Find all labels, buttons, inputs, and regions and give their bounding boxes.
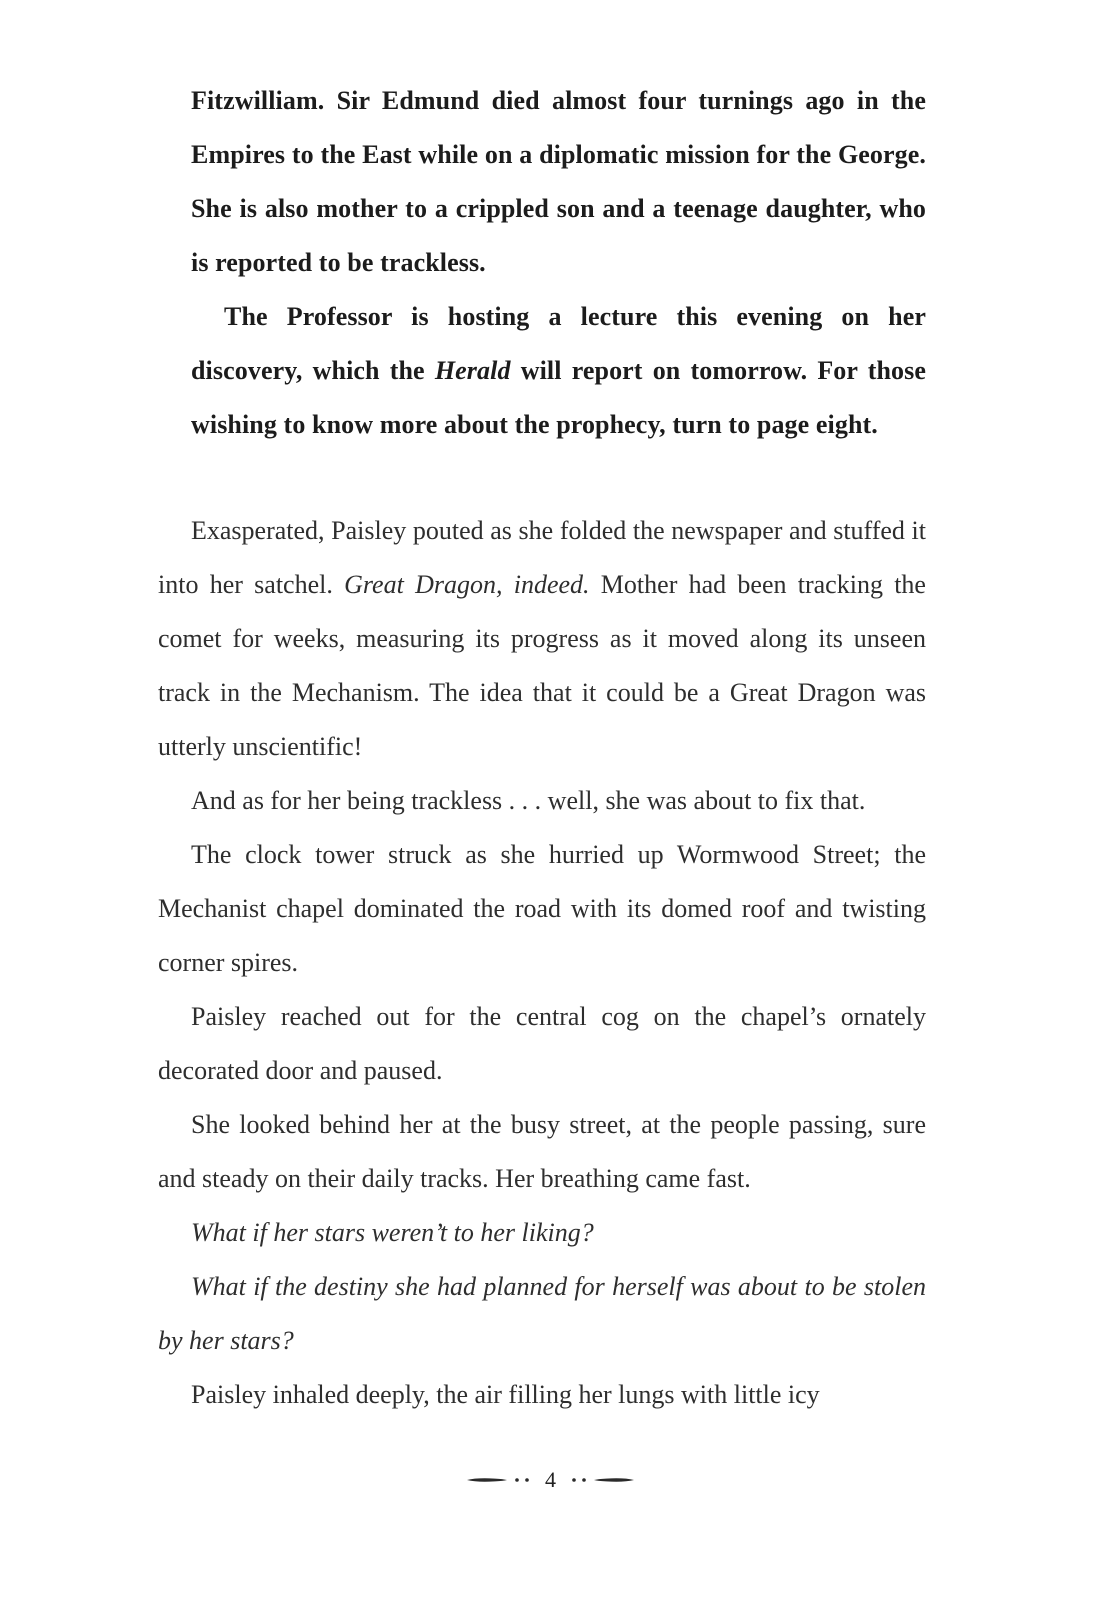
article-paragraph-1: Fitzwilliam. Sir Edmund died almost four turnings ago in the Empires to the East while on a diplomatic mission for the George. She is also mother to a crippled son and a teenage daughter, who is reported to be trackless.: [191, 86, 926, 277]
story-paragraph-6: [158, 1206, 926, 1260]
page-footer: [0, 1466, 1101, 1494]
story-paragraph-3: The clock tower struck as she hurried up Wormwood Street; the Mechanist chapel dominated the road with its domed roof and twisting corner spires.: [158, 840, 926, 977]
story-text: [158, 504, 926, 1422]
story-thought-1: What if her stars weren’t to her liking?: [191, 1218, 594, 1247]
flourish-right-icon: [568, 1475, 634, 1485]
story-paragraph-4: Paisley reached out for the central cog on the chapel’s ornately decorated door and paused.: [158, 1002, 926, 1085]
story-thought-2: What if the destiny she had planned for herself was about to be stolen by her stars?: [158, 1272, 926, 1355]
story-paragraph-1-thought: Great Dragon, indeed.: [344, 570, 590, 599]
page-number: 4: [545, 1467, 556, 1492]
newspaper-article: [191, 74, 926, 452]
story-paragraph-5: She looked behind her at the busy street, at the people passing, sure and steady on their daily tracks. Her breathing came fast.: [158, 1110, 926, 1193]
article-paragraph-2-start: The Professor is hosting a lecture this evening on her discovery, which the: [191, 302, 926, 385]
story-paragraph-7: [158, 1260, 926, 1368]
flourish-left-icon: [467, 1475, 533, 1485]
article-paragraph-2-end: will report on tomorrow. For those wishing to know more about the prophecy, turn to page eight.: [191, 356, 926, 439]
story-paragraph-1: [158, 504, 926, 774]
story-paragraph-8: Paisley inhaled deeply, the air filling her lungs with little icy: [191, 1380, 820, 1409]
newspaper-title: Herald: [434, 356, 511, 385]
story-paragraph-1-start: Exasperated, Paisley pouted as she folded the newspaper and stuffed it into her satchel.: [158, 516, 926, 599]
story-paragraph-2: And as for her being trackless . . . well, she was about to fix that.: [191, 786, 866, 815]
article-paragraph-2: [191, 290, 926, 452]
story-paragraph-1-end: Mother had been tracking the comet for weeks, measuring its progress as it moved along its unseen track in the Mechanism. The idea that it could be a Great Dragon was utterly unscientific!: [158, 570, 926, 761]
